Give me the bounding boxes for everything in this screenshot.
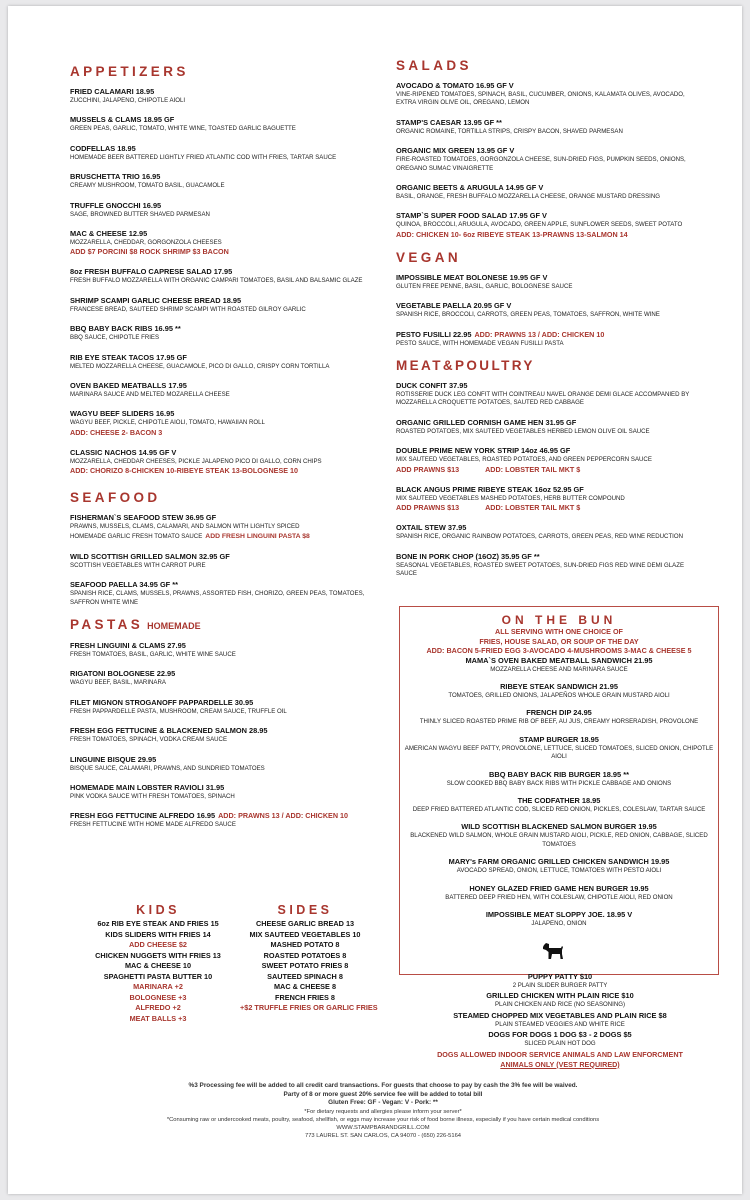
item-description: HOMEMADE BEER BATTERED LIGHTLY FRIED ATLANTIC COD WITH FRIES, TARTAR SAUCE: [70, 153, 337, 161]
menu-item: [428, 991, 692, 1009]
item-description: JALAPENO, ONION: [531, 919, 587, 927]
menu-item: [70, 381, 370, 399]
item-name: [396, 418, 696, 428]
footer-raw-warning: *Consuming raw or undercooked meats, poultry, seafood, shellfish, or eggs may increase your risk of food borne illness, especially if you have certain medical conditions: [166, 1116, 600, 1123]
item-title: DOUBLE PRIME NEW YORK STRIP 14oz 46.95 GF: [396, 446, 571, 456]
item-description: PINK VODKA SAUCE WITH FRESH TOMATOES, SPINACH: [70, 792, 235, 800]
kids-menu-line: ADD CHEESE $2: [129, 940, 187, 949]
meat-list: [396, 381, 696, 578]
item-title: IMPOSSIBLE MEAT BOLONESE 19.95 GF V: [396, 272, 548, 282]
item-title: OXTAIL STEW 37.95: [396, 523, 467, 533]
item-title: STEAMED CHOPPED MIX VEGETABLES AND PLAIN RICE $8: [453, 1010, 667, 1020]
menu-item: [400, 822, 718, 849]
menu-item: [400, 682, 718, 700]
item-title: VEGETABLE PAELLA 20.95 GF V: [396, 301, 512, 311]
item-name: [70, 115, 370, 125]
item-title: MAMA`S OVEN BAKED MEATBALL SANDWICH 21.95: [465, 655, 653, 665]
item-title: RIGATONI BOLOGNESE 22.95: [70, 669, 176, 679]
item-addon: ADD FRESH LINGUINI PASTA $8: [205, 532, 310, 540]
item-title: DUCK CONFIT 37.95: [396, 381, 468, 391]
item-name: [70, 296, 370, 306]
item-title: THE CODFATHER 18.95: [517, 795, 601, 805]
menu-item: [400, 735, 718, 762]
item-title: OVEN BAKED MEATBALLS 17.95: [70, 381, 187, 391]
item-description: MELTED MOZZARELLA CHEESE, GUACAMOLE, PICO DI GALLO, CRISPY CORN TORTILLA: [70, 362, 330, 370]
item-name: [70, 381, 370, 391]
pastas-subtitle: HOMEMADE: [147, 620, 201, 631]
menu-item: [70, 783, 370, 801]
item-name: [396, 273, 696, 283]
item-addon-row: [396, 465, 696, 475]
item-description: ZUCCHINI, JALAPENO, CHIPOTLE AIOLI: [70, 97, 186, 104]
item-name: [70, 641, 370, 651]
item-name: [428, 991, 692, 1001]
menu-item: [396, 330, 696, 348]
item-name: [400, 884, 718, 894]
menu-item: [70, 87, 370, 105]
item-name: [70, 172, 370, 182]
item-name: [70, 353, 370, 363]
item-description: SLOW COOKED BBQ BABY BACK RIBS WITH PICKLE CABBAGE AND ONIONS: [446, 779, 672, 787]
item-title: RIBEYE STEAK SANDWICH 21.95: [500, 681, 618, 691]
vegan-heading: VEGAN: [396, 249, 462, 265]
menu-item: [70, 448, 370, 476]
item-title: MUSSELS & CLAMS 18.95 GF: [70, 115, 175, 125]
item-description: BBQ SAUCE, CHIPOTLE FRIES: [70, 334, 160, 342]
item-description: SEASONAL VEGETABLES, ROASTED SWEET POTATOES, SUN-DRIED FIGS RED WINE DEMI GLAZE SAUCE: [396, 561, 685, 577]
item-name: [70, 552, 370, 562]
item-title: BLACK ANGUS PRIME RIBEYE STEAK 16oz 52.95 GF: [396, 484, 584, 494]
item-name: [70, 229, 370, 239]
item-addon: ADD $7 PORCINI $8 ROCK SHRIMP $3 BACON: [70, 247, 229, 257]
kids-menu-line: 6oz RIB EYE STEAK AND FRIES 15: [97, 919, 219, 928]
item-description: SCOTTISH VEGETABLES WITH CARROT PURE: [70, 561, 206, 569]
item-name: [70, 513, 370, 523]
salads-heading: SALADS: [396, 58, 472, 73]
item-title: BRUSCHETTA TRIO 16.95: [70, 172, 161, 182]
item-addon: ADD PRAWNS $13: [396, 503, 460, 513]
kids-menu-line: ALFREDO +2: [135, 1003, 181, 1012]
seafood-heading: SEAFOOD: [70, 490, 161, 506]
kids-menu-line: CHICKEN NUGGETS WITH FRIES 13: [95, 950, 221, 960]
item-name: [70, 448, 370, 458]
item-name: [396, 183, 696, 193]
meat-heading: MEAT&POULTRY: [396, 358, 535, 374]
item-description: MOZZARELLA, CHEDDAR CHEESES, PICKLE JALAPENO PICO DI GALLO, CORN CHIPS: [70, 457, 322, 465]
item-description-text: HOMEMADE GARLIC FRESH TOMATO SAUCE: [70, 532, 203, 540]
item-addon: ADD: PRAWNS 13 / ADD: CHICKEN 10: [474, 329, 605, 339]
item-description: WAGYU BEEF, BASIL, MARINARA: [70, 679, 166, 687]
item-description: WAGYU BEEF, PICKLE, CHIPOTLE AIOLI, TOMATO, HAWAIIAN ROLL: [70, 419, 265, 427]
menu-item: [70, 580, 370, 607]
item-name: [400, 822, 718, 832]
menu-item: [428, 1011, 692, 1029]
dog-icon: [541, 941, 565, 961]
menu-item: [396, 183, 696, 201]
item-name: [396, 146, 696, 156]
item-name: [400, 857, 718, 867]
menu-item: [396, 446, 696, 474]
item-name: [396, 485, 696, 495]
item-addon: ADD: CHICKEN 10- 6oz RIBEYE STEAK 13-PRAWNS 13-SALMON 14: [396, 229, 628, 239]
menu-item: [396, 81, 696, 108]
item-title: HONEY GLAZED FRIED GAME HEN BURGER 19.95: [469, 883, 649, 893]
menu-item: [396, 118, 696, 136]
item-description: DEEP FRIED BATTERED ATLANTIC COD, SLICED RED ONION, PICKLES, COLESLAW, TARTAR SAUCE: [412, 805, 706, 813]
menu-item: [396, 485, 696, 513]
footer-party-note: Party of 8 or more guest 20% service fee will be added to total bill: [283, 1090, 483, 1098]
menu-item: [70, 552, 370, 570]
menu-item: [400, 884, 718, 902]
item-title: BBQ BABY BACK RIBS 16.95 **: [70, 324, 181, 334]
kids-menu-line: SPAGHETTI PASTA BUTTER 10: [103, 971, 213, 981]
item-title: LINGUINE BISQUE 29.95: [70, 754, 157, 764]
item-name: [396, 552, 696, 562]
on-the-bun-heading: ON THE BUN: [501, 613, 617, 627]
item-name: [400, 770, 718, 780]
item-name: [396, 81, 696, 91]
item-description: MIX SAUTEED VEGETABLES, ROASTED POTATOES, AND GREEN PEPPERCORN SAUCE: [396, 456, 652, 464]
menu-item: [400, 796, 718, 814]
item-description: PLAIN CHICKEN AND RICE (NO SEASONING): [494, 1001, 626, 1009]
kids-menu-line: MARINARA +2: [133, 982, 183, 991]
sides-menu-line: SAUTEED SPINACH 8: [267, 971, 343, 981]
item-description: SPANISH RICE, CLAMS, MUSSELS, PRAWNS, ASSORTED FISH, CHORIZO, GREEN PEAS, TOMATOES, SAFFRON WHITE WINE: [70, 590, 365, 606]
item-description: ROTISSERIE DUCK LEG CONFIT WITH COINTREAU NAVEL ORANGE DEMI GLACE ACCOMPANIED BY MOZZARELLA CROQUETTE POTATOES, SAUTED RED CABBAGE: [396, 391, 690, 407]
item-description: FIRE-ROASTED TOMATOES, GORGONZOLA CHEESE, SUN-DRIED FIGS, PUMPKIN SEEDS, ONIONS, OREGANO SUMAC VINAIGRETTE: [396, 156, 686, 172]
item-title: MARY's FARM ORGANIC GRILLED CHICKEN SANDWICH 19.95: [448, 857, 670, 867]
item-name: [70, 755, 370, 765]
dog-policy-2: ANIMALS ONLY (VEST REQUIRED): [500, 1059, 620, 1069]
kids-menu-line: MAC & CHEESE 10: [124, 961, 192, 970]
item-addon-row: [396, 503, 696, 513]
item-name: [396, 301, 696, 311]
sides-heading: SIDES: [277, 903, 333, 917]
item-addon: ADD: CHEESE 2- BACON 3: [70, 427, 163, 437]
menu-item: [70, 641, 370, 659]
menu-item: [396, 273, 696, 291]
kids-menu-line: BOLOGNESE +3: [129, 992, 187, 1002]
sides-list: [240, 919, 378, 1014]
item-name: [396, 330, 696, 340]
pastas-heading: [70, 617, 370, 634]
appetizers-heading: APPETIZERS: [70, 64, 189, 79]
item-name: [428, 972, 692, 982]
menu-item: [396, 418, 696, 436]
item-description: AMERICAN WAGYU BEEF PATTY, PROVOLONE, LETTUCE, SLICED TOMATOES, SLICED ONION, CHIPOTLE AIOLI: [404, 744, 714, 761]
menu-item: [70, 669, 370, 687]
item-description: PRAWNS, MUSSELS, CLAMS, CALAMARI, AND SALMON WITH LIGHTLY SPICED: [70, 523, 300, 531]
item-description: PESTO SAUCE, WITH HOMEMADE VEGAN FUSILLI PASTA: [396, 339, 564, 347]
menu-item: [70, 267, 370, 285]
left-column: [70, 58, 370, 840]
item-title: STAMP`S SUPER FOOD SALAD 17.95 GF V: [396, 211, 547, 221]
item-description: BATTERED DEEP FRIED HEN, WITH COLESLAW, CHIPOTLE AIOLI, RED ONION: [445, 893, 673, 901]
menu-item: [400, 656, 718, 674]
on-the-bun-box: [399, 606, 719, 975]
item-title: WAGYU BEEF SLIDERS 16.95: [70, 409, 175, 419]
item-title: DOGS FOR DOGS 1 DOG $3 - 2 DOGS $5: [488, 1030, 632, 1040]
appetizers-list: [70, 87, 370, 476]
item-name: [400, 735, 718, 745]
item-name: [428, 1030, 692, 1040]
menu-item: [70, 201, 370, 219]
item-title: FRENCH DIP 24.95: [526, 708, 592, 718]
item-description: FRANCESE BREAD, SAUTEED SHRIMP SCAMPI WITH ROASTED GILROY GARLIC: [70, 305, 306, 313]
item-description: FRESH FETTUCINE WITH HOME MADE ALFREDO SAUCE: [70, 821, 236, 829]
footer-fee-note: %3 Processing fee will be added to all credit card transactions. For guests that choose to pay by cash the 3% fee will be waived.: [188, 1082, 578, 1089]
menu-item: [400, 910, 718, 928]
menu-item: [400, 708, 718, 726]
dog-policy-1: DOGS ALLOWED INDOOR SERVICE ANIMALS AND LAW ENFORCMENT: [437, 1049, 683, 1059]
item-title: FRESH EGG FETTUCINE & BLACKENED SALMON 28.95: [70, 726, 268, 736]
pastas-list: [70, 641, 370, 830]
item-title: PESTO FUSILLI 22.95: [396, 329, 472, 339]
item-title: CLASSIC NACHOS 14.95 GF V: [70, 447, 177, 457]
item-description: 2 PLAIN SLIDER BURGER PATTY: [512, 982, 608, 989]
item-description: MOZZARELLA, CHEDDAR, GORGONZOLA CHEESES: [70, 239, 222, 247]
item-description: MOZZARELLA CHEESE AND MARINARA SAUCE: [490, 665, 628, 673]
item-name: [400, 708, 718, 718]
item-title: PUPPY PATTY $10: [527, 972, 593, 981]
footer-dietary-note: *For dietary requests and allergies please inform your server*: [304, 1108, 462, 1115]
item-description: TOMATOES, GRILLED ONIONS, JALAPEÑOS WHOLE GRAIN MUSTARD AIOLI: [448, 691, 670, 699]
item-name: [70, 267, 370, 277]
item-title: WILD SCOTTISH GRILLED SALMON 32.95 GF: [70, 551, 230, 561]
menu-item: [70, 115, 370, 133]
item-title: HOMEMADE MAIN LOBSTER RAVIOLI 31.95: [70, 782, 225, 792]
footer: [48, 1082, 718, 1140]
sides-menu-line: MIX SAUTEED VEGETABLES 10: [249, 929, 361, 939]
menu-item: [428, 1030, 692, 1048]
item-title: AVOCADO & TOMATO 16.95 GF V: [396, 81, 514, 90]
right-column: [396, 58, 696, 588]
menu-item: [70, 409, 370, 437]
item-title: TRUFFLE GNOCCHI 16.95: [70, 200, 162, 210]
menu-item: [428, 972, 692, 990]
item-title: 8oz FRESH BUFFALO CAPRESE SALAD 17.95: [70, 267, 233, 277]
item-description: ROASTED POTATOES, MIX SAUTEED VEGETABLES HERBED LEMON OLIVE OIL SAUCE: [396, 427, 650, 435]
item-description: BLACKENED WILD SALMON, WHOLE GRAIN MUSTARD AIOLI, PICKLE, RED ONION, CABBAGE, SLICED TOMATOES: [410, 832, 708, 848]
kids-menu-line: KIDS SLIDERS WITH FRIES 14: [105, 929, 211, 939]
item-name: [396, 118, 696, 128]
menu-item: [396, 301, 696, 319]
item-title: FRESH LINGUINI & CLAMS 27.95: [70, 640, 186, 650]
item-addon: ADD: CHORIZO 8-CHICKEN 10-RIBEYE STEAK 13-BOLOGNESE 10: [70, 466, 299, 476]
item-name: [400, 910, 718, 920]
menu-item: [70, 755, 370, 773]
item-description: MIX SAUTEED VEGETABLES MASHED POTATOES, HERB BUTTER COMPOUND: [396, 494, 625, 502]
item-description: BASIL, ORANGE, FRESH BUFFALO MOZZARELLA CHEESE, ORANGE MUSTARD DRESSING: [396, 193, 660, 201]
menu-page: [8, 6, 742, 1194]
menu-item: [70, 172, 370, 190]
item-title: STAMP BURGER 18.95: [519, 734, 599, 744]
item-description: SAGE, BROWNED BUTTER SHAVED PARMESAN: [70, 210, 210, 218]
item-name: [70, 811, 370, 821]
item-name: [400, 796, 718, 806]
menu-item: [70, 296, 370, 314]
item-addon: ADD: PRAWNS 13 / ADD: CHICKEN 10: [218, 811, 349, 821]
footer-address: 773 LAUREL ST. SAN CARLOS, CA 94070 - (650) 226-5164: [304, 1132, 462, 1139]
menu-item: [70, 144, 370, 162]
footer-legend: Gluten Free: GF - Vegan: V - Pork: **: [328, 1099, 438, 1106]
seafood-list: [70, 513, 370, 607]
menu-item: [70, 229, 370, 257]
item-name: [70, 783, 370, 793]
item-title: BBQ BABY BACK RIB BURGER 18.95 **: [489, 769, 629, 779]
item-name: [396, 211, 696, 221]
dog-menu-list: [428, 972, 692, 1049]
item-name: [400, 682, 718, 692]
menu-item: [70, 353, 370, 371]
menu-item: [396, 211, 696, 239]
footer-website[interactable]: WWW.STAMPBARANDGRILL.COM: [336, 1124, 430, 1131]
item-description: PLAIN STEAMED VEGGIES AND WHITE RICE: [495, 1020, 625, 1028]
item-description: MARINARA SAUCE AND MELTED MOZARELLA CHEESE: [70, 391, 230, 399]
kids-section: [88, 902, 228, 1024]
item-description: FRESH PAPPARDELLE PASTA, MUSHROOM, CREAM SAUCE, TRUFFLE OIL: [70, 707, 287, 715]
item-title: SHRIMP SCAMPI GARLIC CHEESE BREAD 18.95: [70, 295, 242, 305]
item-title: CODFELLAS 18.95: [70, 143, 136, 153]
salads-list: [396, 81, 696, 240]
item-name: [70, 324, 370, 334]
item-name: [70, 144, 370, 154]
item-description: VINE-RIPENED TOMATOES, SPINACH, BASIL, CUCUMBER, ONIONS, KALAMATA OLIVES, AVOCADO, EXTRA VIRGIN OLIVE OIL, OREGANO, LEMON: [396, 91, 685, 107]
sides-menu-line: SWEET POTATO FRIES 8: [261, 961, 349, 970]
bun-note-2: FRIES, HOUSE SALAD, OR SOUP OF THE DAY: [479, 636, 639, 646]
item-name: [70, 87, 370, 97]
sides-menu-line: FRENCH FRIES 8: [274, 992, 335, 1002]
item-title: RIB EYE STEAK TACOS 17.95 GF: [70, 352, 187, 362]
dog-menu: [428, 972, 692, 1070]
pastas-title: PASTAS: [70, 616, 144, 632]
item-name: [396, 523, 696, 533]
item-name: [400, 656, 718, 666]
menu-item: [70, 726, 370, 744]
sides-menu-line: CHEESE GARLIC BREAD 13: [255, 919, 355, 928]
item-description: FRESH BUFFALO MOZZARELLA WITH ORGANIC CAMPARI TOMATOES, BASIL AND BALSAMIC GLAZE: [70, 277, 363, 285]
item-description-2: [70, 532, 370, 542]
menu-item: [396, 146, 696, 173]
menu-item: [70, 811, 370, 829]
item-title: BONE IN PORK CHOP (16OZ) 35.95 GF **: [396, 551, 540, 561]
vegan-list: [396, 273, 696, 348]
item-title: FRIED CALAMARI 18.95: [70, 87, 155, 96]
item-title: ORGANIC BEETS & ARUGULA 14.95 GF V: [396, 183, 544, 193]
item-description: SPANISH RICE, BROCCOLI, CARROTS, GREEN PEAS, TOMATOES, SAFFRON, WHITE WINE: [396, 311, 660, 319]
item-name: [396, 381, 696, 391]
menu-item: [70, 698, 370, 716]
sides-menu-line: MAC & CHEESE 8: [273, 982, 337, 991]
item-description: FRESH TOMATOES, BASIL, GARLIC, WHITE WINE SAUCE: [70, 650, 236, 658]
item-addon: ADD PRAWNS $13: [396, 464, 460, 474]
sides-menu-line: ROASTED POTATOES 8: [263, 950, 347, 960]
item-title: STAMP'S CAESAR 13.95 GF **: [396, 117, 502, 127]
item-description: GREEN PEAS, GARLIC, TOMATO, WHITE WINE, TOASTED GARLIC BAGUETTE: [70, 125, 296, 133]
item-description: ORGANIC ROMAINE, TORTILLA STRIPS, CRISPY BACON, SHAVED PARMESAN: [396, 127, 623, 135]
item-title: ORGANIC GRILLED CORNISH GAME HEN 31.95 GF: [396, 417, 577, 427]
item-title: MAC & CHEESE 12.95: [70, 229, 148, 239]
item-name: [70, 726, 370, 736]
item-description: THINLY SLICED ROASTED PRIME RIB OF BEEF, AU JUS, CREAMY HORSERADISH, PROVOLONE: [419, 718, 699, 726]
item-description: SLICED PLAIN HOT DOG: [524, 1040, 596, 1048]
bun-addons: ADD: BACON 5-FRIED EGG 3-AVOCADO 4-MUSHROOMS 3-MAC & CHEESE 5: [426, 646, 692, 655]
item-addon-2: ADD: LOBSTER TAIL MKT $: [485, 503, 581, 513]
menu-item: [396, 552, 696, 579]
menu-item: [400, 770, 718, 788]
item-name: [70, 580, 370, 590]
item-name: [70, 698, 370, 708]
sides-menu-line: MASHED POTATO 8: [270, 940, 340, 949]
item-description: GLUTEN FREE PENNE, BASIL, GARLIC, BOLOGNESE SAUCE: [396, 282, 573, 290]
kids-heading: KIDS: [136, 903, 180, 917]
sides-section: [240, 902, 378, 1014]
sides-menu-line: +$2 TRUFFLE FRIES OR GARLIC FRIES: [240, 1003, 378, 1012]
item-name: [70, 201, 370, 211]
item-name: [428, 1011, 692, 1021]
item-title: FILET MIGNON STROGANOFF PAPPARDELLE 30.95: [70, 697, 254, 707]
item-name: [396, 446, 696, 456]
item-title: IMPOSSIBLE MEAT SLOPPY JOE. 18.95 V: [485, 909, 633, 919]
bun-list: [400, 656, 718, 929]
item-description: QUINOA, BROCCOLI, ARUGULA, AVOCADO, GREEN APPLE, SUNFLOWER SEEDS, SWEET POTATO: [396, 221, 683, 229]
menu-item: [70, 324, 370, 342]
kids-menu-line: MEAT BALLS +3: [129, 1013, 187, 1023]
item-title: GRILLED CHICKEN WITH PLAIN RICE $10: [486, 991, 634, 1001]
kids-list: [88, 919, 228, 1024]
item-description: CREAMY MUSHROOM, TOMATO BASIL, GUACAMOLE: [70, 182, 225, 190]
item-title: WILD SCOTTISH BLACKENED SALMON BURGER 19.95: [461, 822, 657, 832]
item-title: FRESH EGG FETTUCINE ALFREDO 16.95: [70, 811, 216, 821]
item-description: SPANISH RICE, ORGANIC RAINBOW POTATOES, CARROTS, GREEN PEAS, RED WINE REDUCTION: [396, 533, 684, 541]
item-name: [70, 409, 370, 419]
item-title: SEAFOOD PAELLA 34.95 GF **: [70, 580, 179, 590]
item-title: ORGANIC MIX GREEN 13.95 GF V: [396, 146, 515, 156]
menu-item: [400, 857, 718, 875]
bun-note-1: ALL SERVING WITH ONE CHOICE OF: [495, 627, 623, 636]
item-description: AVOCADO SPREAD, ONION, LETTUCE, TOMATOES WITH PESTO AIOLI: [456, 867, 662, 875]
item-title: FISHERMAN`S SEAFOOD STEW 36.95 GF: [70, 513, 217, 523]
item-addon-2: ADD: LOBSTER TAIL MKT $: [485, 464, 581, 474]
menu-item: [396, 523, 696, 541]
item-name: [70, 669, 370, 679]
menu-item: [70, 513, 370, 541]
menu-item: [396, 381, 696, 408]
item-description: BISQUE SAUCE, CALAMARI, PRAWNS, AND SUNDRIED TOMATOES: [70, 764, 265, 772]
item-description: FRESH TOMATOES, SPINACH, VODKA CREAM SAUCE: [70, 736, 228, 744]
